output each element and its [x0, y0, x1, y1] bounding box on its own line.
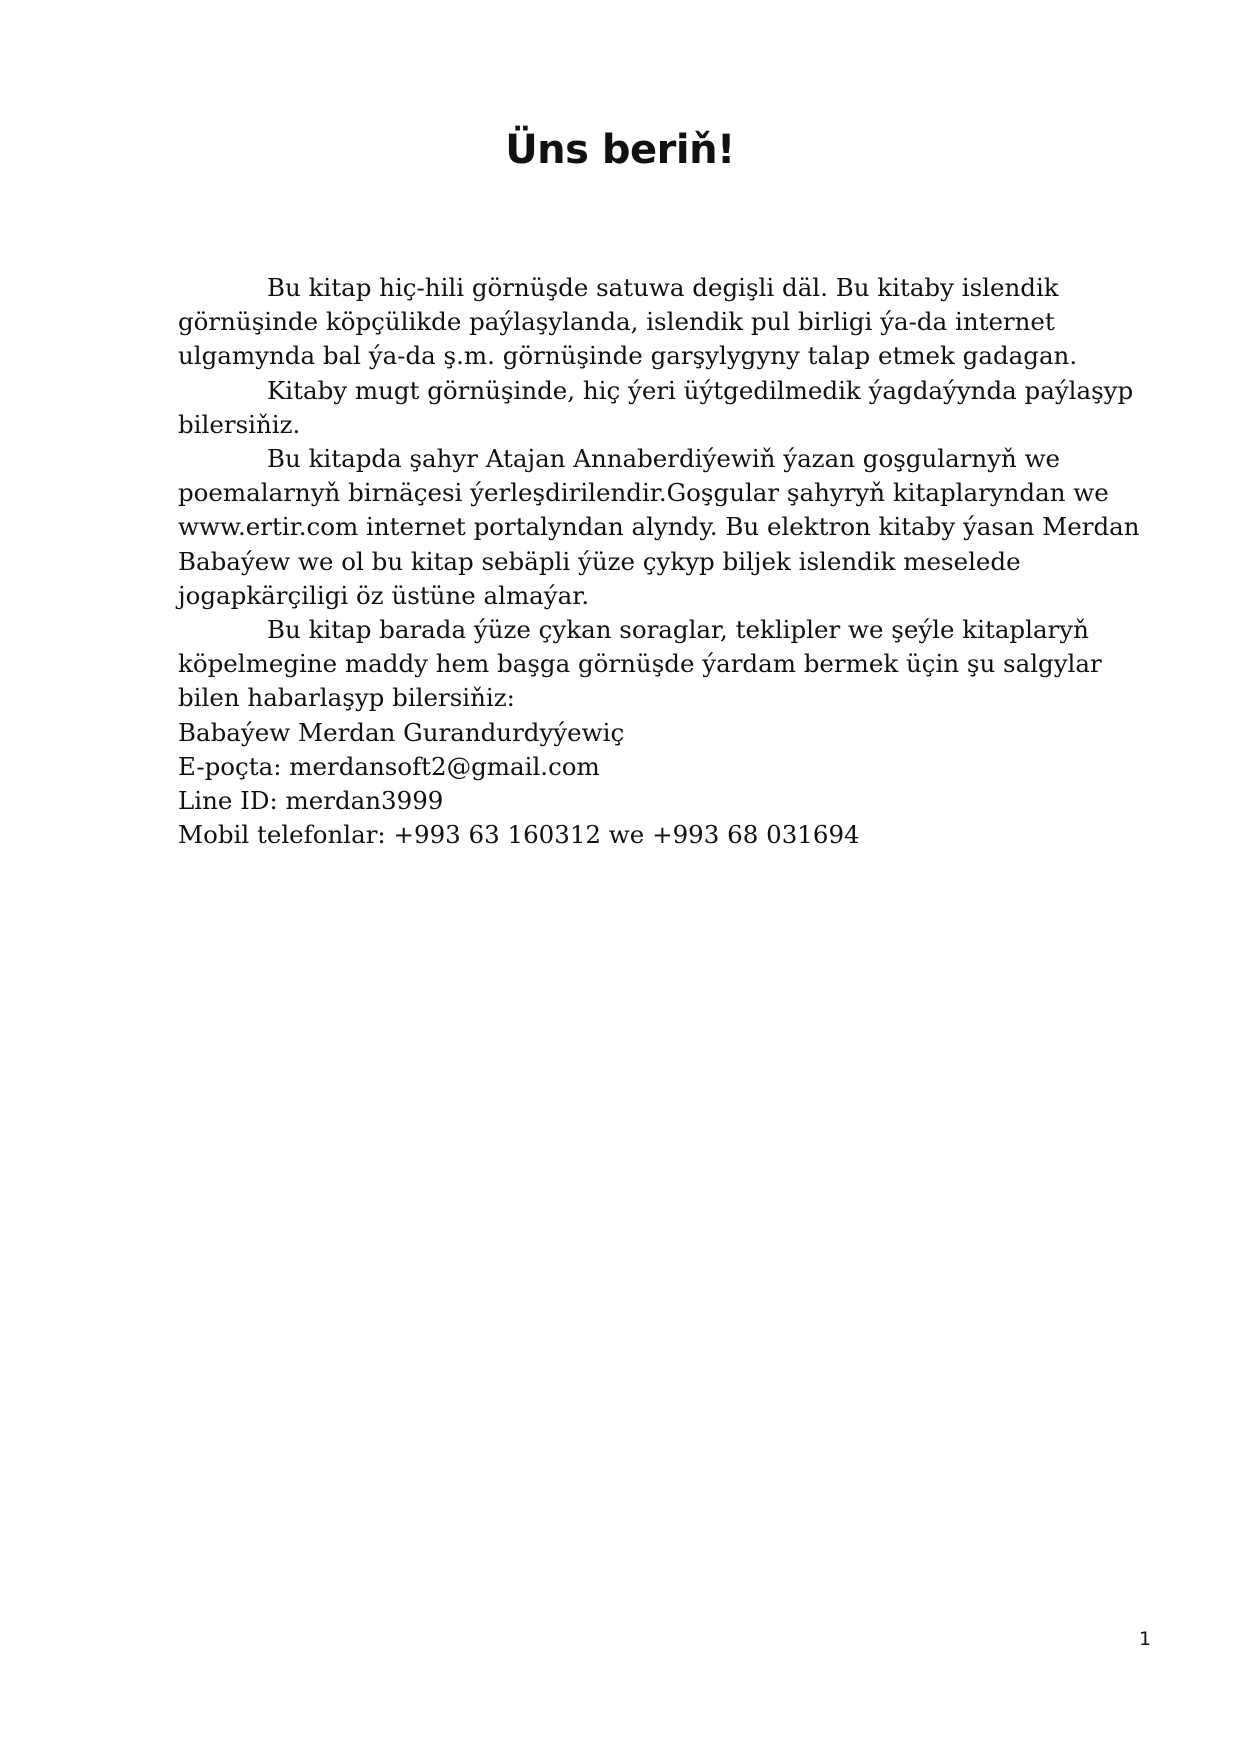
paragraph-line: bilen habarlaşyp bilersiňiz:	[178, 683, 515, 713]
paragraph-line: www.ertir.com internet portalyndan alyndy. Bu elektron kitaby ýasan Merdan	[178, 512, 1140, 542]
page-title: Üns beriň!	[505, 127, 735, 173]
paragraph-line: Babaýew we ol bu kitap sebäpli ýüze çykyp biljek islendik meselede	[178, 546, 1021, 576]
page-number: 1	[1138, 1628, 1152, 1650]
contact-phones: Mobil telefonlar: +993 63 160312 we +993 68 031694	[178, 820, 860, 850]
paragraph-line: Kitaby mugt görnüşinde, hiç ýeri üýtgedilmedik ýagdaýynda paýlaşyp	[267, 375, 1134, 405]
contact-block	[178, 716, 1178, 853]
paragraph-line: jogapkärçiligi öz üstüne almaýar.	[178, 580, 590, 610]
paragraph-1	[178, 271, 1178, 374]
paragraph-line: köpelmegine maddy hem başga görnüşde ýardam bermek üçin şu salgylar	[178, 649, 1102, 679]
contact-email: E-poçta: merdansoft2@gmail.com	[178, 751, 600, 781]
paragraph-line: bilersiňiz.	[178, 409, 301, 439]
paragraph-line: ulgamynda bal ýa-da ş.m. görnüşinde garşylygyny talap etmek gadagan.	[178, 341, 1078, 371]
paragraph-line: poemalarnyň birnäçesi ýerleşdirilendir.Goşgular şahyryň kitaplaryndan we	[178, 478, 1109, 508]
paragraph-line: görnüşinde köpçülikde paýlaşylanda, islendik pul birligi ýa-da internet	[178, 307, 1055, 337]
contact-name: Babaýew Merdan Gurandurdyýewiç	[178, 717, 625, 747]
paragraph-3	[178, 442, 1178, 613]
document-body	[178, 271, 1178, 852]
paragraph-line: Bu kitap barada ýüze çykan soraglar, teklipler we şeýle kitaplaryň	[267, 615, 1089, 645]
paragraph-line: Bu kitapda şahyr Atajan Annaberdiýewiň ýazan goşgularnyň we	[267, 444, 1061, 474]
paragraph-line: Bu kitap hiç-hili görnüşde satuwa degişli däl. Bu kitaby islendik	[267, 273, 1059, 302]
paragraph-2	[178, 374, 1178, 442]
contact-line-id: Line ID: merdan3999	[178, 786, 444, 816]
paragraph-4	[178, 613, 1178, 716]
